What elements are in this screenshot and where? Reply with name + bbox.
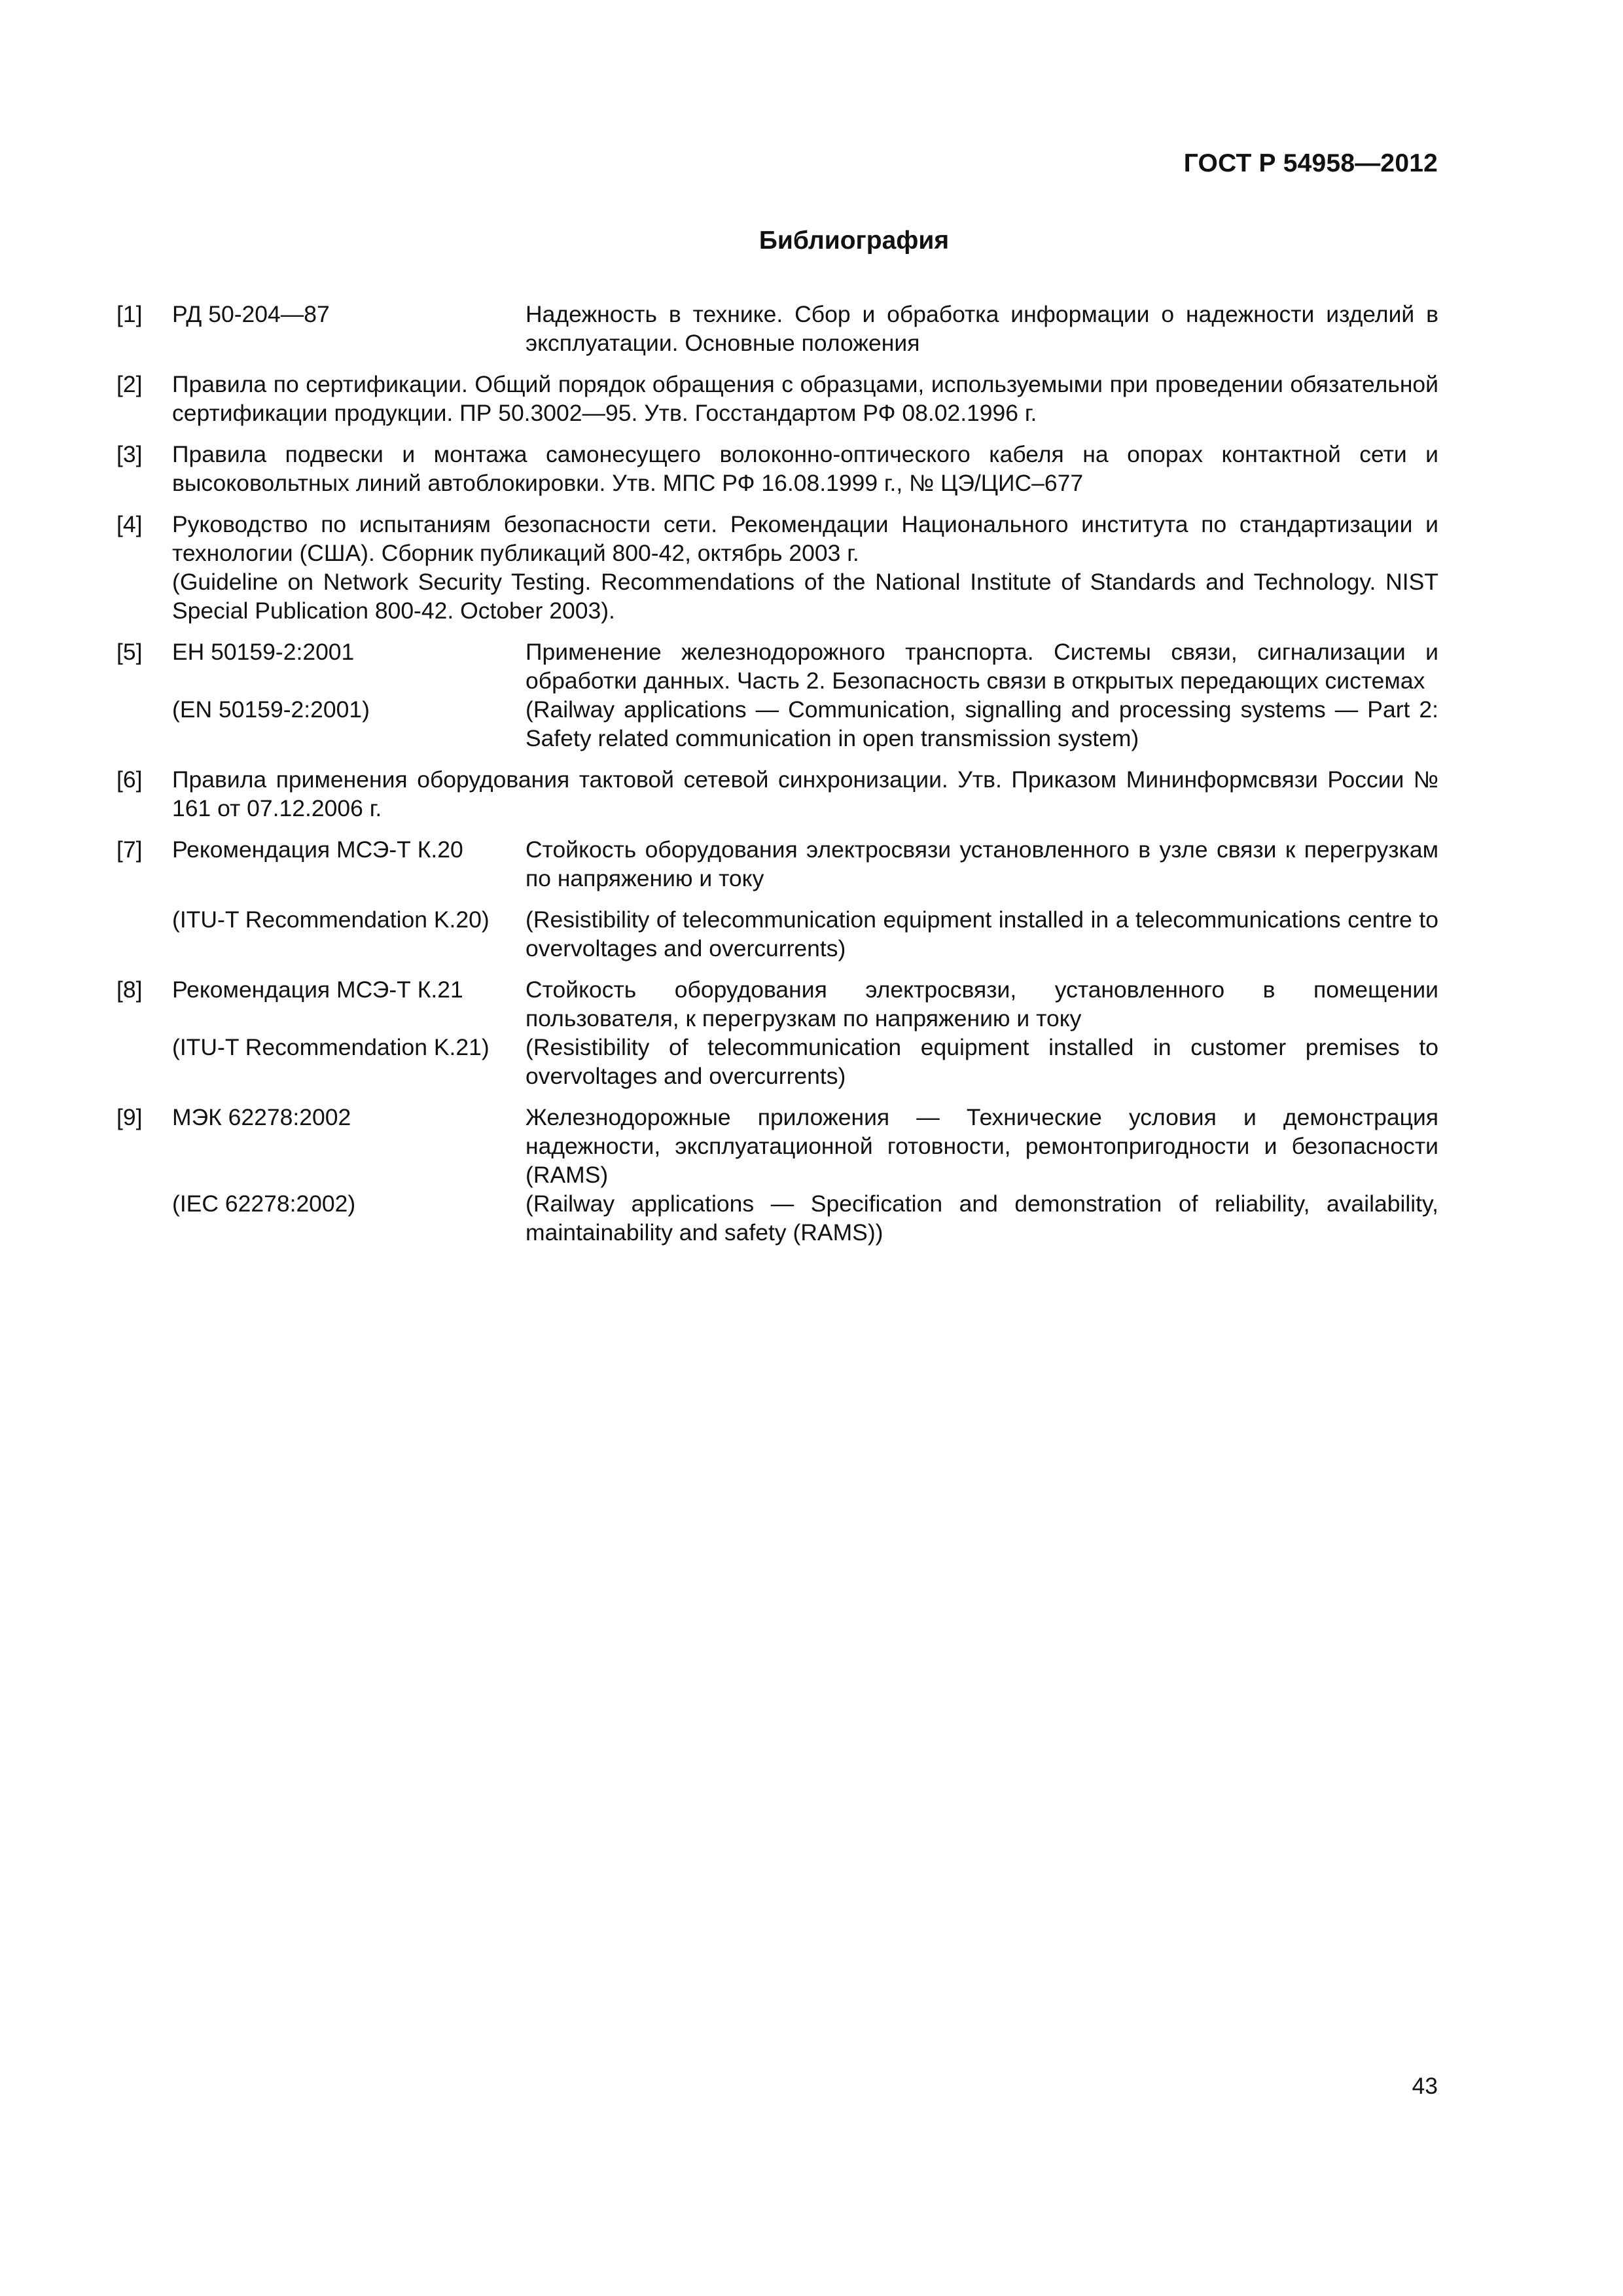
entry-pair	[172, 835, 1438, 893]
entry-code: Рекомендация МСЭ-Т К.21	[172, 977, 463, 1003]
entry-text: Правила по сертификации. Общий порядок обращения с образцами, используемыми при проведении обязательной сертификации продукции. ПР 50.3002—95. Утв. Госстандартом РФ 08.02.1996 г.	[172, 371, 1438, 426]
bibliography-entry	[116, 1103, 1438, 1247]
entry-pair	[172, 300, 1438, 357]
entry-code: РД 50-204—87	[172, 301, 330, 327]
entry-text-english: (Guideline on Network Security Testing. Recommendations of the National Institute of Standards and Technology. NIST Special Publication 800-42. October 2003).	[172, 569, 1438, 624]
entry-code: (IEC 62278:2002)	[172, 1191, 356, 1217]
entry-text: Руководство по испытаниям безопасности сети. Рекомендации Национального института по стандартизации и технологии (США). Сборник публикаций 800-42, октябрь 2003 г.	[172, 511, 1438, 566]
entry-description: (Railway applications — Specification and demonstration of reliability, availability, maintainability and safety (RAMS))	[526, 1191, 1438, 1246]
entry-description: Стойкость оборудования электросвязи, установленного в помещении пользователя, к перегрузкам по напряжению и току	[526, 977, 1438, 1031]
bibliography-list	[116, 300, 1438, 1259]
bibliography-entry	[116, 440, 1438, 497]
entry-description: Применение железнодорожного транспорта. Системы связи, сигнализации и обработки данных. Часть 2. Безопасность связи в открытых передающих системах	[526, 639, 1438, 694]
entry-pair	[172, 905, 1438, 963]
entry-text: Правила подвески и монтажа самонесущего волоконно-оптического кабеля на опорах контактной сети и высоковольтных линий автоблокировки. Утв. МПС РФ 16.08.1999 г., № ЦЭ/ЦИС–677	[172, 441, 1438, 496]
entry-number: [8]	[116, 977, 143, 1003]
bibliography-entry	[116, 835, 1438, 963]
entry-number: [7]	[116, 836, 143, 863]
entry-number: [5]	[116, 639, 143, 665]
entry-number: [4]	[116, 511, 143, 537]
entry-pair	[172, 1189, 1438, 1247]
entry-number: [1]	[116, 301, 143, 327]
entry-description: (Resistibility of telecommunication equipment installed in a telecommunications centre to overvoltages and overcurrents)	[526, 906, 1438, 961]
bibliography-entry	[116, 975, 1438, 1090]
bibliography-entry	[116, 637, 1438, 753]
bibliography-entry	[116, 370, 1438, 427]
entry-code: ЕН 50159-2:2001	[172, 639, 355, 665]
entry-description: (Railway applications — Communication, signalling and processing systems — Part 2: Safety related communication in open transmission system)	[526, 696, 1438, 751]
entry-description: (Resistibility of telecommunication equipment installed in customer premises to overvoltages and overcurrents)	[526, 1034, 1438, 1089]
entry-pair	[172, 637, 1438, 695]
entry-code: (ITU-T Recommendation K.21)	[172, 1034, 490, 1060]
entry-pair	[172, 1033, 1438, 1090]
entry-description: Железнодорожные приложения — Технические условия и демонстрация надежности, эксплуатационной готовности, ремонтопригодности и безопасности (RAMS)	[526, 1104, 1438, 1188]
entry-description: Стойкость оборудования электросвязи установленного в узле связи к перегрузкам по напряжению и току	[526, 836, 1438, 891]
entry-description: Надежность в технике. Сбор и обработка информации о надежности изделий в эксплуатации. Основные положения	[526, 301, 1438, 356]
entry-number: [3]	[116, 441, 143, 467]
entry-number: [9]	[116, 1104, 143, 1130]
entry-code: (EN 50159-2:2001)	[172, 696, 370, 723]
document-header: ГОСТ Р 54958—2012	[1183, 149, 1438, 177]
entry-number: [2]	[116, 371, 143, 397]
bibliography-entry	[116, 510, 1438, 625]
bibliography-entry	[116, 300, 1438, 357]
entry-code: МЭК 62278:2002	[172, 1104, 351, 1130]
entry-text: Правила применения оборудования тактовой сетевой синхронизации. Утв. Приказом Мининформсвязи России № 161 от 07.12.2006 г.	[172, 766, 1438, 821]
section-title: Библиография	[758, 226, 950, 255]
page-number: 43	[1412, 2073, 1438, 2099]
entry-pair	[172, 1103, 1438, 1189]
entry-pair	[172, 695, 1438, 753]
entry-pair	[172, 975, 1438, 1033]
entry-code: (ITU-T Recommendation K.20)	[172, 906, 490, 933]
entry-code: Рекомендация МСЭ-Т К.20	[172, 836, 463, 863]
entry-number: [6]	[116, 766, 143, 793]
bibliography-entry	[116, 765, 1438, 823]
